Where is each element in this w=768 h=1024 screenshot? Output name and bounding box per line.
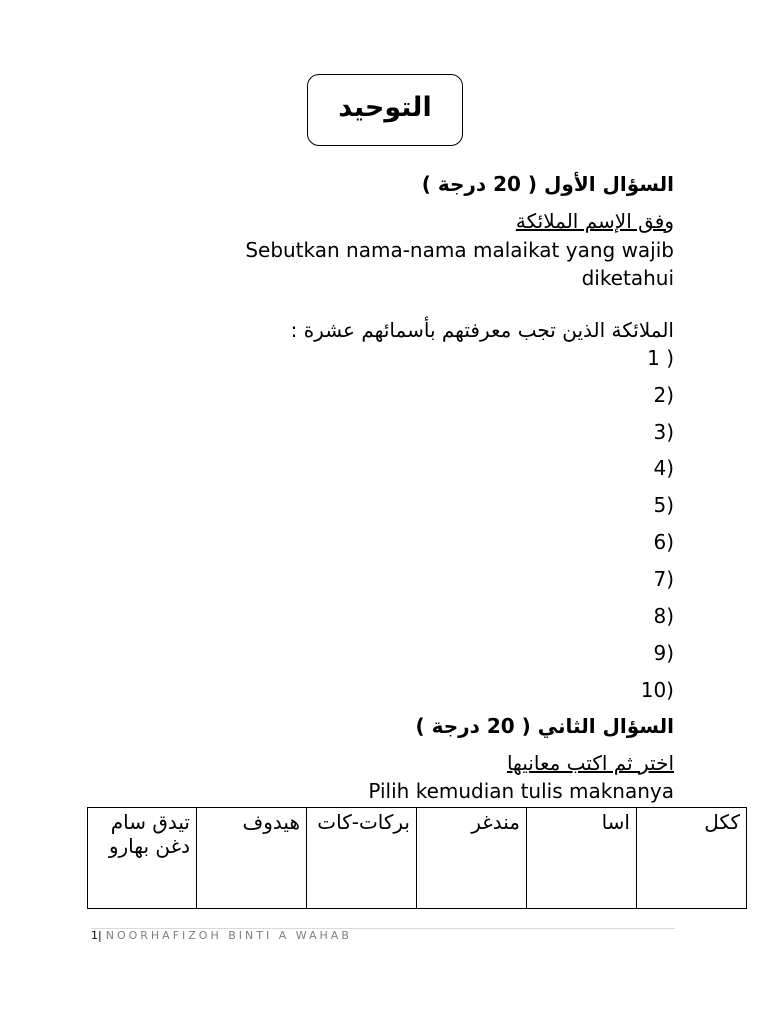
word-cell: تيدق سام دغن بهارو [88, 808, 197, 909]
answer-number-9: 9) [653, 641, 674, 665]
answer-number-10: 10) [640, 678, 674, 702]
answer-number-5: 5) [653, 493, 674, 517]
question-2-instruction-arabic: اختر ثم اكتب معانيها [506, 751, 674, 775]
answer-number-3: 3) [653, 420, 674, 444]
question-2-instruction-malay: Pilih kemudian tulis maknanya [368, 779, 674, 803]
table-row [88, 808, 747, 909]
answer-number-4: 4) [653, 456, 674, 480]
question-2-heading: السؤال الثاني ( 20 درجة ) [415, 714, 674, 738]
answer-number-1: 1 ) [647, 346, 674, 370]
word-cell: اسا [527, 808, 637, 909]
question-1-instruction-arabic: وفق الإسم الملائكة [515, 209, 674, 233]
answer-number-7: 7) [653, 567, 674, 591]
word-cell: هيدوف [197, 808, 307, 909]
page-footer [91, 928, 675, 942]
question-1-instruction-malay: Sebutkan nama-nama malaikat yang wajib diketahui [245, 238, 674, 290]
word-cell: بركات-كات [307, 808, 417, 909]
footer-separator: | [98, 929, 102, 942]
title-box [307, 74, 463, 146]
document-title: التوحيد [338, 91, 432, 123]
word-cell: ككل [637, 808, 747, 909]
answer-number-6: 6) [653, 530, 674, 554]
word-choice-table [87, 807, 747, 909]
word-cell: مندغر [417, 808, 527, 909]
answer-number-2: 2) [653, 383, 674, 407]
footer-author: NOORHAFIZOH BINTI A WAHAB [105, 929, 352, 942]
answer-number-8: 8) [653, 604, 674, 628]
question-1-heading: السؤال الأول ( 20 درجة ) [421, 172, 674, 196]
page-number: 1 [91, 929, 98, 942]
question-1-prompt: الملائكة الذين تجب معرفتهم بأسمائهم عشرة : [290, 318, 674, 342]
